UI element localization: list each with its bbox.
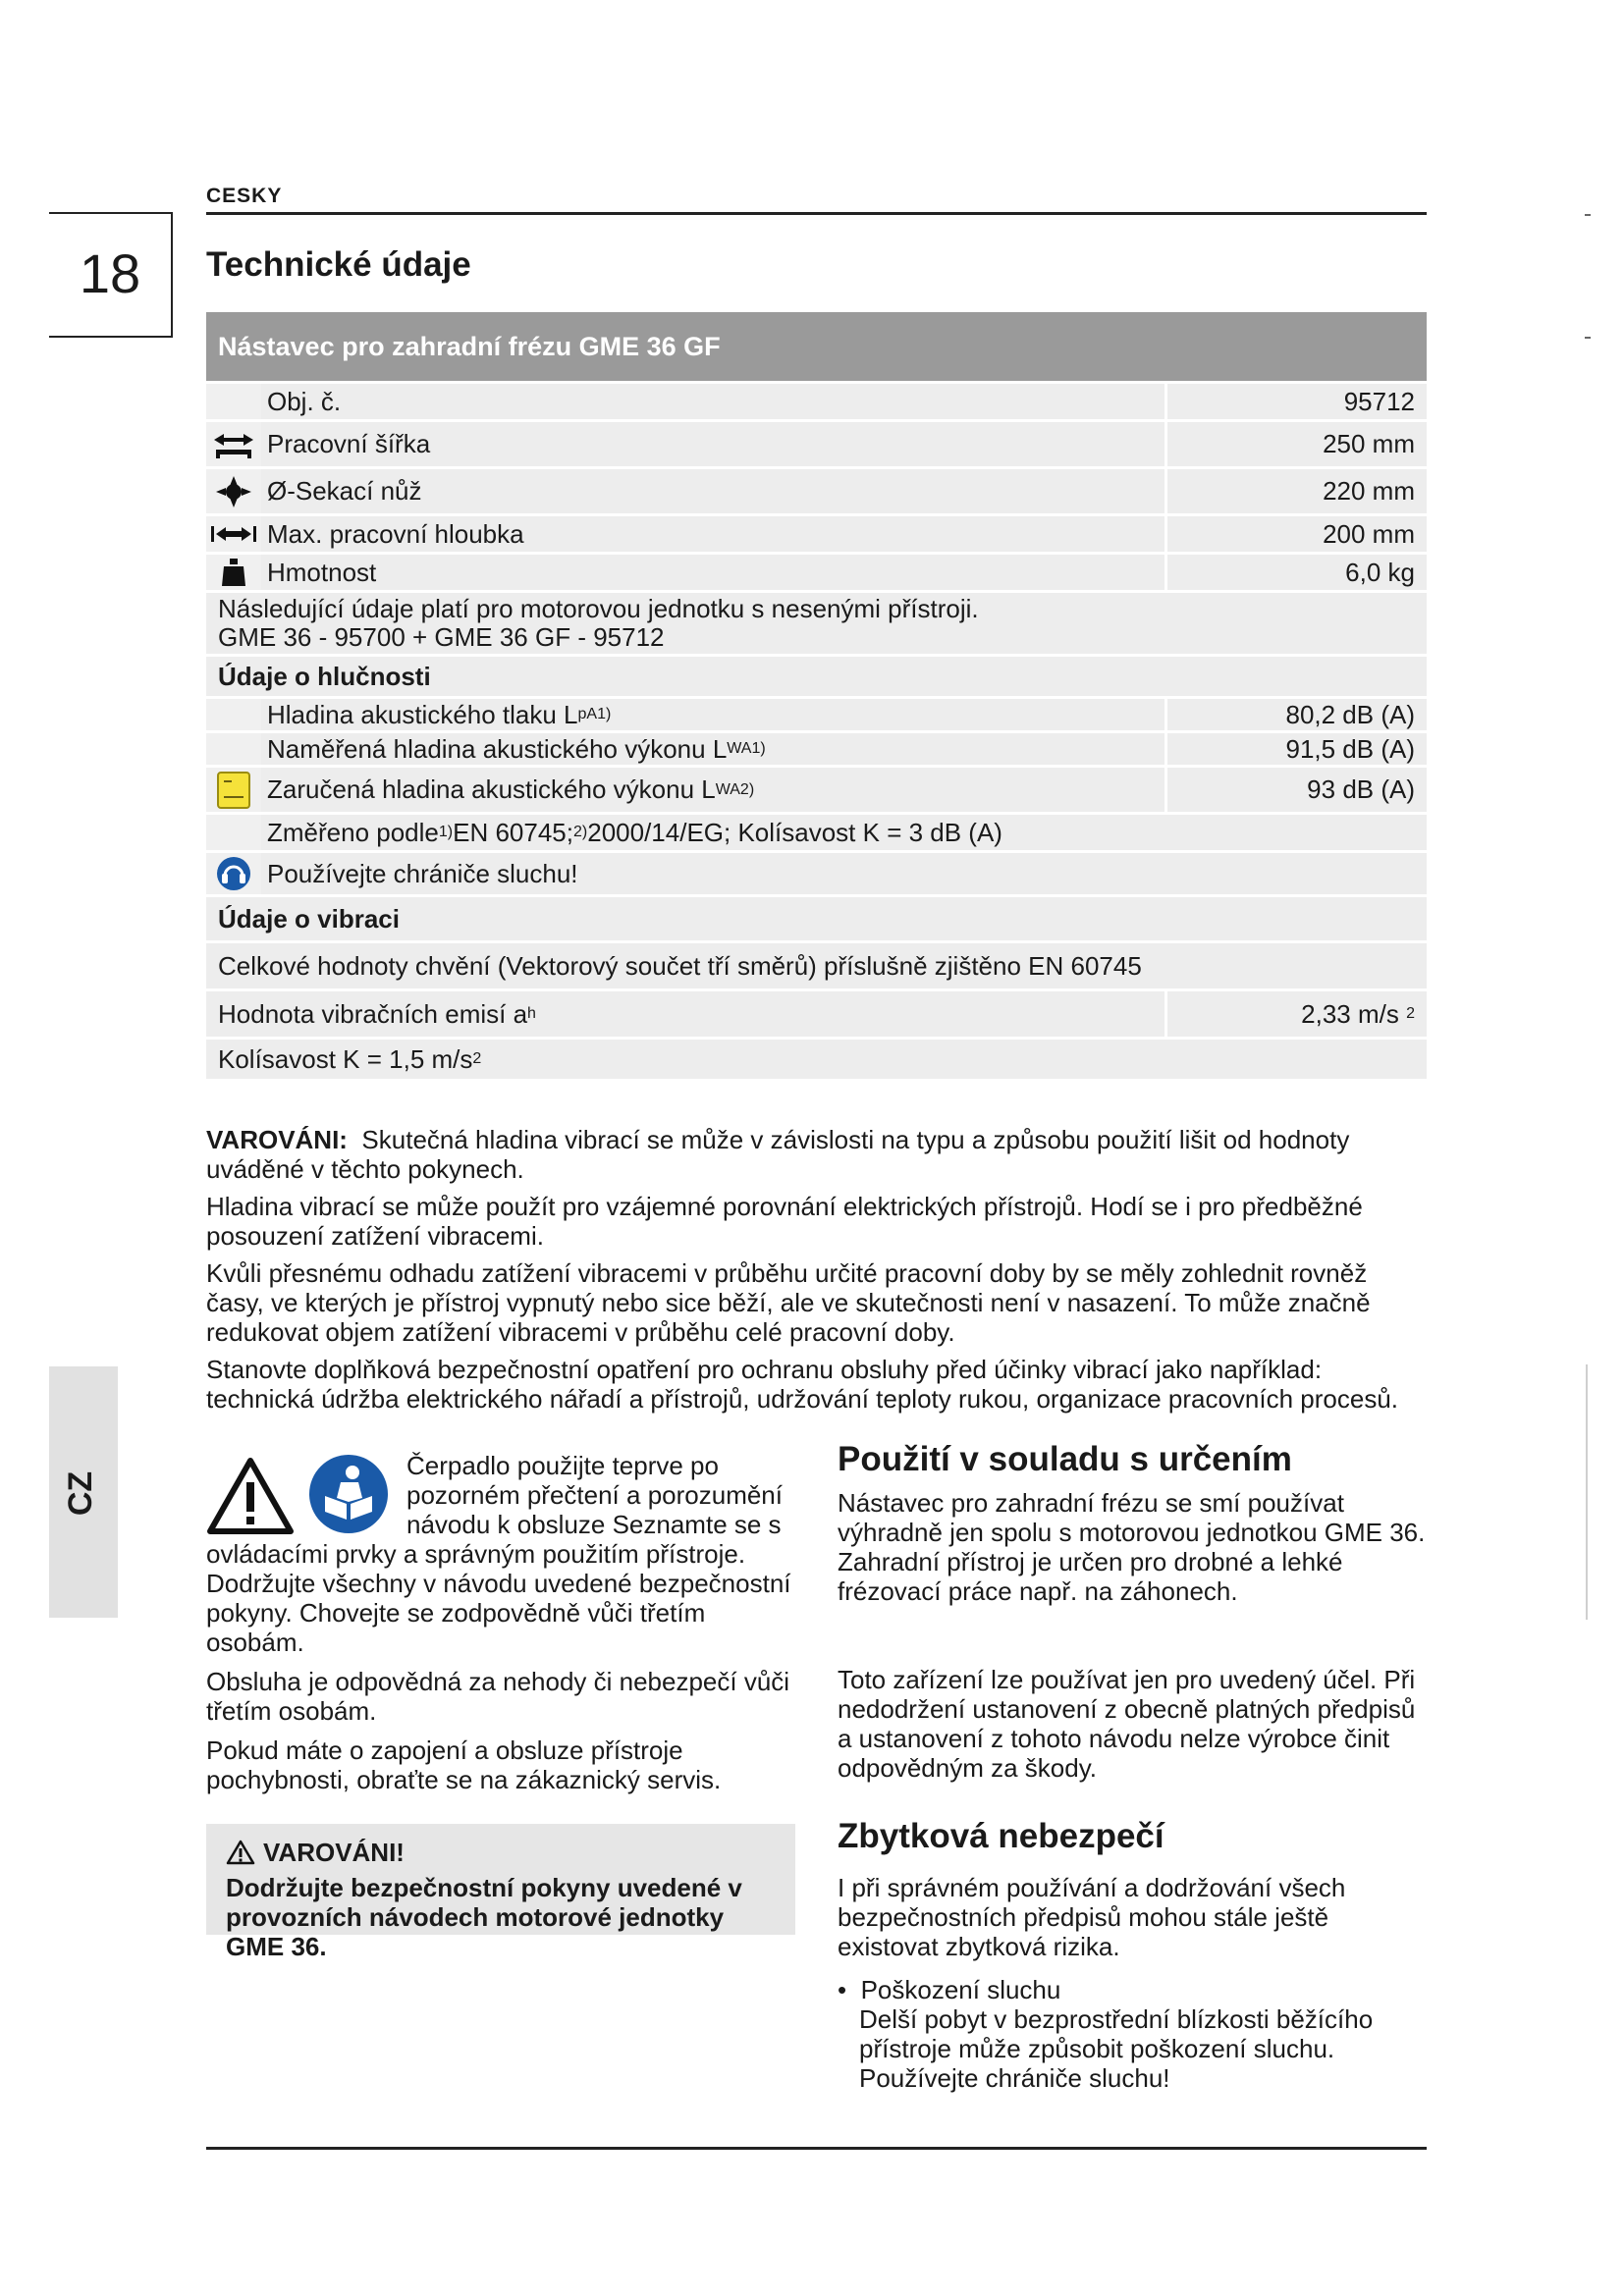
warning-label: VAROVÁNI: [206, 1125, 348, 1154]
warning-paragraph: Stanovte doplňková bezpečnostní opatření pro ochranu obsluhy před účinky vibrací jako například: technická údržba elektrického nářadí a přístrojů, udržování teploty rukou, organizace pracovních procesů. [206, 1355, 1399, 1414]
spec-row-working-width [206, 422, 1427, 466]
spec-row-order-number [206, 384, 1427, 419]
spec-label: Ø-Sekací nůž [261, 469, 1164, 513]
spec-row-working-depth [206, 516, 1427, 552]
spec-table-title: Nástavec pro zahradní frézu GME 36 GF [206, 312, 1427, 381]
vibration-uncertainty [206, 1040, 1427, 1079]
warning-box-title [226, 1838, 776, 1867]
use-heading: Použití v souladu s určením [838, 1440, 1292, 1478]
vibration-value-sup: 2 [1406, 1005, 1415, 1022]
noise-label-sub: WA [727, 740, 752, 757]
safety-intro [206, 1451, 795, 1804]
spec-note [206, 593, 1427, 654]
spec-row-weight [206, 555, 1427, 590]
noise-value: 93 dB (A) [1167, 768, 1427, 812]
warning-text: Skutečná hladina vibrací se může v závislosti na typu a způsobu použití lišit od hodnoty uváděné v těchto pokynech. [206, 1125, 1350, 1184]
vibration-label [206, 991, 1164, 1037]
intro-paragraph: Obsluha je odpovědná za nehody či nebezpečí vůči třetím osobám. [206, 1667, 790, 1726]
use-paragraph: Toto zařízení lze používat jen pro uvedený účel. Při nedodržení ustanovení z obecně platných předpisů a ustanovení z tohoto návodu nelze výrobce činit odpovědným za škody. [838, 1665, 1416, 1783]
noise-row-pressure [206, 699, 1427, 730]
spec-note-line: Následující údaje platí pro motorovou jednotku s nesenými přístroji. [218, 594, 979, 623]
spec-label: Obj. č. [261, 384, 1164, 419]
noise-label-sup: 2) [739, 780, 755, 798]
noise-value: 91,5 dB (A) [1167, 733, 1427, 765]
warning-paragraph [206, 1125, 1424, 1184]
noise-standard-text: 2000/14/EG; Kolísavost K = 3 dB (A) [587, 817, 1002, 847]
intro-line: Čerpadlo použijte teprve po [406, 1451, 719, 1480]
spec-label: Pracovní šířka [261, 422, 1164, 466]
use-paragraph: Nástavec pro zahradní frézu se smí používat výhradně jen spolu s motorovou jednotkou GME 36. Zahradní přístroj je určen pro drobné a lehké frézovací práce např. na záhonech. [838, 1488, 1426, 1606]
noise-label-sup: 1) [751, 740, 766, 757]
noise-standard-sup: 2) [573, 824, 588, 840]
risk-bullet [838, 1975, 1427, 2093]
language-side-tab [49, 1366, 118, 1618]
noise-heading: Údaje o hlučnosti [206, 657, 1427, 696]
vibration-value [1167, 991, 1427, 1037]
spec-value: 6,0 kg [1167, 555, 1427, 590]
noise-standard-text: EN 60745; [453, 817, 573, 847]
noise-label-text: Naměřená hladina akustického výkonu L [267, 733, 728, 764]
intro-paragraph: ovládacími prvky a správným použitím přístroje. Dodržujte všechny v návodu uvedené bezpečnostní pokyny. Chovejte se zodpovědně vůči třetím osobám. [206, 1539, 791, 1657]
vibration-value-text: 2,33 m/s [1301, 998, 1399, 1029]
intro-paragraph: Pokud máte o zapojení a obsluze přístroje pochybnosti, obraťte se na zákaznický servis. [206, 1735, 722, 1794]
spec-value: 95712 [1167, 384, 1427, 419]
noise-label-sub: pA [577, 706, 598, 722]
noise-label [261, 699, 1164, 730]
vibration-heading: Údaje o vibraci [206, 897, 1427, 940]
top-rule [206, 212, 1427, 215]
intro-line: pozorném přečtení a porozumění [406, 1480, 783, 1510]
risk-bullet-title: • Poškození sluchu [838, 1975, 1061, 2004]
margin-mark [1585, 214, 1591, 216]
blade-diameter-icon [206, 469, 261, 513]
noise-row-ear-protection [206, 853, 1427, 894]
vibration-total: Celkové hodnoty chvění (Vektorový součet tří směrů) příslušně zjištěno EN 60745 [206, 943, 1427, 988]
working-depth-icon [206, 516, 261, 552]
noise-row-guaranteed [206, 768, 1427, 812]
vibration-label-sub: h [527, 1005, 536, 1022]
page-title: Technické údaje [206, 245, 471, 284]
intro-line: návodu k obsluze Seznamte se s [406, 1510, 782, 1539]
spec-value: 220 mm [1167, 469, 1427, 513]
warning-paragraph: Hladina vibrací se může použít pro vzájemné porovnání elektrických přístrojů. Hodí se i pro předběžné posouzení zatížení vibracemi. [206, 1192, 1363, 1251]
warning-small-icon [226, 1840, 255, 1865]
noise-standard-sup: 1) [438, 824, 454, 840]
noise-label-sub: WA [715, 780, 740, 798]
vibration-uncertainty-sup: 2 [472, 1050, 482, 1067]
spec-table [206, 312, 1427, 1079]
empty-icon-cell [206, 815, 261, 850]
spec-value: 250 mm [1167, 422, 1427, 466]
ear-protection-text: Používejte chrániče sluchu! [261, 853, 1427, 894]
spec-row-blade-diameter [206, 469, 1427, 513]
page-number: 18 [79, 242, 141, 304]
noise-label-text: Hladina akustického tlaku L [267, 699, 578, 729]
spec-value: 200 mm [1167, 516, 1427, 552]
vibration-warning [206, 1125, 1424, 1421]
noise-row-standard [206, 815, 1427, 850]
empty-icon-cell [206, 384, 261, 419]
language-label: CESKY [206, 185, 283, 207]
noise-label-text: Zaručená hladina akustického výkonu L [267, 774, 716, 804]
noise-label-sup: 1) [597, 706, 612, 722]
noise-value: 80,2 dB (A) [1167, 699, 1427, 730]
margin-line [1586, 1364, 1588, 1620]
noise-standard-text: Změřeno podle [267, 817, 439, 847]
vibration-label-text: Hodnota vibračních emisí a [218, 998, 528, 1029]
ear-protection-icon [206, 853, 261, 894]
vibration-uncertainty-text: Kolísavost K = 1,5 m/s [218, 1043, 473, 1074]
working-width-icon [206, 422, 261, 466]
margin-mark [1585, 337, 1591, 339]
risk-paragraph: I při správném používání a dodržování všech bezpečnostních předpisů mohou stále ještě existovat zbytková rizika. [838, 1873, 1346, 1961]
warning-box [206, 1824, 795, 1961]
side-tab-label: CZ [62, 1470, 100, 1517]
spec-label: Hmotnost [261, 555, 1164, 590]
spec-label: Max. pracovní hloubka [261, 516, 1164, 552]
risk-heading: Zbytková nebezpečí [838, 1817, 1164, 1855]
risk-bullet-text: Delší pobyt v bezprostřední blízkosti běžícího přístroje může způsobit poškození sluchu. Používejte chrániče sluchu! [859, 2004, 1374, 2093]
noise-row-measured [206, 733, 1427, 765]
noise-label [261, 768, 1164, 812]
noise-label [261, 733, 1164, 765]
noise-level-label-icon [206, 768, 261, 812]
empty-icon-cell [206, 699, 261, 730]
noise-standard [261, 815, 1427, 850]
spec-note-line: GME 36 - 95700 + GME 36 GF - 95712 [218, 622, 665, 652]
warning-box-text: Dodržujte bezpečnostní pokyny uvedené v provozních návodech motorové jednotky GME 36. [226, 1873, 742, 1961]
warning-paragraph: Kvůli přesnému odhadu zatížení vibracemi v průběhu určité pracovní doby by se měly zohlednit rovněž časy, ve kterých je přístroj vypnutý nebo sice běží, ale ve skutečnosti není v nasazení. To může značně redukovat objem zatížení vibracemi v průběhu celé pracovní doby. [206, 1258, 1371, 1347]
bottom-rule [206, 2147, 1427, 2150]
empty-icon-cell [206, 733, 261, 765]
vibration-row-emission [206, 991, 1427, 1037]
weight-icon [206, 555, 261, 590]
risk-bullet-title-text: Poškození sluchu [860, 1975, 1061, 2004]
warning-box-title-text: VAROVÁNI! [263, 1838, 405, 1867]
